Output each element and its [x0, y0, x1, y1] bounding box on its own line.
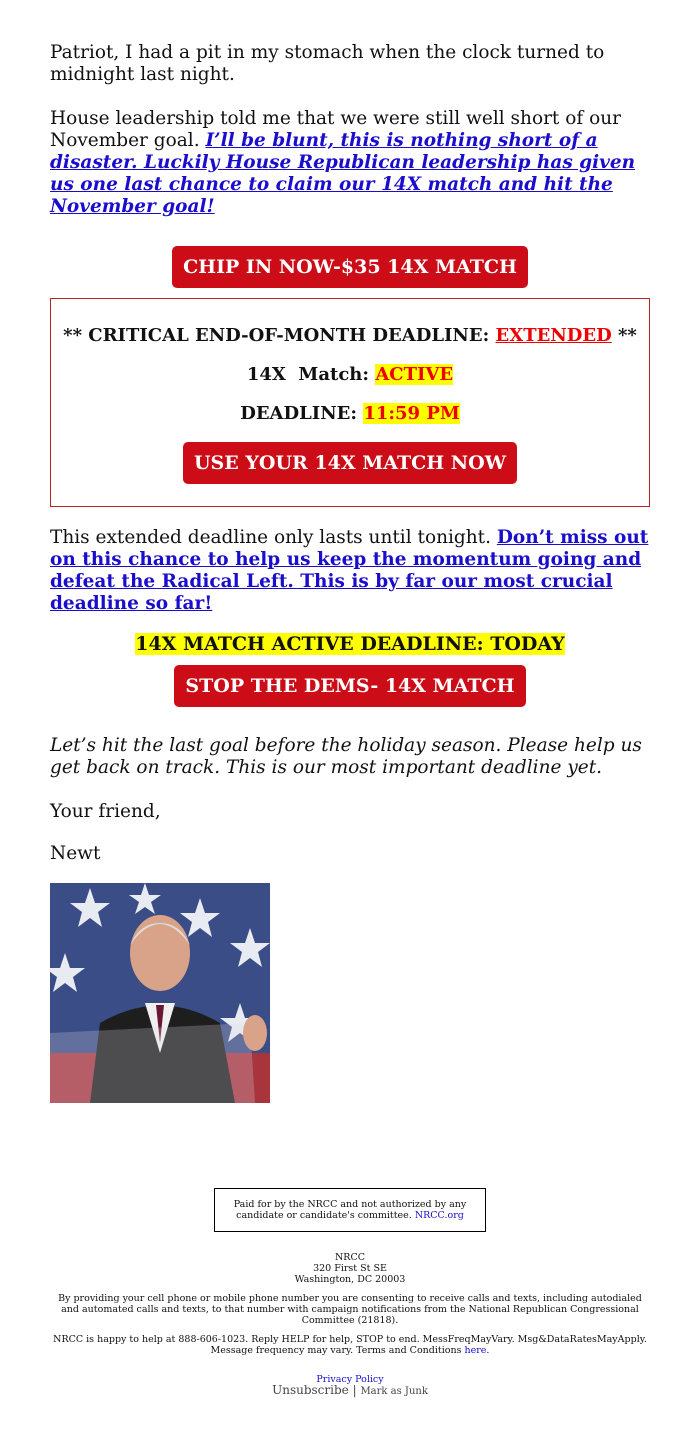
street: 320 First St SE: [313, 1263, 387, 1274]
match-line: [61, 364, 639, 385]
label: **: [618, 325, 637, 346]
signoff: Your friend,: [50, 801, 161, 822]
time-line: [61, 403, 639, 424]
paragraph-3: [50, 527, 650, 615]
disclaimer: Paid for by the NRCC and not authorized by any candidate or candidate's committee.: [233, 1199, 467, 1221]
city: Washington, DC 20003: [294, 1274, 406, 1285]
unsubscribe-link[interactable]: Unsubscribe: [272, 1383, 349, 1397]
label: 14X Match:: [246, 364, 370, 385]
terms-link[interactable]: here: [464, 1345, 487, 1356]
donate-link-2[interactable]: Don’t miss out on this chance to help us keep the momentum going and defeat the Radical Left. This is by far our most crucial deadline so far!: [50, 527, 649, 614]
deadline-box: [50, 298, 650, 507]
address: [0, 1252, 700, 1285]
paid-for-box: [214, 1188, 486, 1232]
help: NRCC is happy to help at 888-606-1023. Reply HELP for help, STOP to end. MessFreqMayVary. Msg&DataRatesMayApply. Message frequency may vary. Terms and Conditions: [53, 1334, 647, 1356]
closing-paragraph: Let’s hit the last goal before the holiday season. Please help us get back on track. This is our most important deadline yet.: [50, 735, 642, 778]
paragraph-text: House leadership told me that we were still well short of our November goal.: [50, 108, 622, 151]
consent-text: By providing your cell phone or mobile phone number you are consenting to receive calls and texts, including autodialed and automated calls and texts, to that number with campaign notifications from the National Republican Congressional Committee (21818).: [58, 1293, 642, 1326]
match-status: ACTIVE: [375, 364, 454, 385]
use-match-button[interactable]: USE YOUR 14X MATCH NOW: [183, 442, 517, 484]
email-body: [50, 0, 650, 1397]
intro-paragraph: Patriot, I had a pit in my stomach when the clock turned to midnight last night.: [50, 42, 605, 85]
signature: Newt: [50, 843, 101, 864]
mark-junk-link[interactable]: Mark as Junk: [360, 1386, 428, 1397]
org: NRCC: [334, 1252, 365, 1263]
deadline-time: 11:59 PM: [363, 403, 460, 424]
newt-photo: [50, 883, 270, 1103]
nrcc-link[interactable]: NRCC.org: [414, 1210, 464, 1221]
privacy-link[interactable]: Privacy Policy: [316, 1374, 384, 1385]
deadline-line: [61, 325, 639, 346]
extended-status: EXTENDED: [495, 325, 612, 346]
paragraph-2: [50, 108, 650, 218]
label: DEADLINE:: [240, 403, 358, 424]
label: ** CRITICAL END-OF-MONTH DEADLINE:: [63, 325, 490, 346]
deadline-banner: 14X MATCH ACTIVE DEADLINE: TODAY: [135, 633, 565, 655]
footer: Paid for by the NRCC and not authorized by any candidate or candidate's committee. NRCC.org NRCC 320 First St SE Washington, DC 20003 By providing your cell phone or mobile phone number you are consenting to receive calls and texts, including autodialed and automated calls and texts, to that number with campaign notifications from the National Republican Congressional Committee (21818). NRCC is happy to help at 888-606-1023. Reply HELP for help, STOP to end. MessFreqMayVary. Msg&DataRatesMayApply. Message frequency may vary. Terms and Conditions here. Privacy Policy Unsubscribe | Mark as Junk: [0, 1188, 700, 1397]
help-text: NRCC is happy to help at 888-606-1023. Reply HELP for help, STOP to end. MessFreqMayVary. Msg&DataRatesMayApply. Message frequency may vary. Terms and Conditions here.: [53, 1334, 647, 1356]
donate-link[interactable]: I’ll be blunt, this is nothing short of a disaster. Luckily House Republican leadership has given us one last chance to claim our 14X match and hit the November goal!: [50, 130, 636, 217]
chip-in-button[interactable]: CHIP IN NOW-$35 14X MATCH: [172, 246, 528, 288]
stop-dems-button[interactable]: STOP THE DEMS- 14X MATCH: [174, 665, 525, 707]
paragraph-text: This extended deadline only lasts until tonight.: [50, 527, 491, 548]
